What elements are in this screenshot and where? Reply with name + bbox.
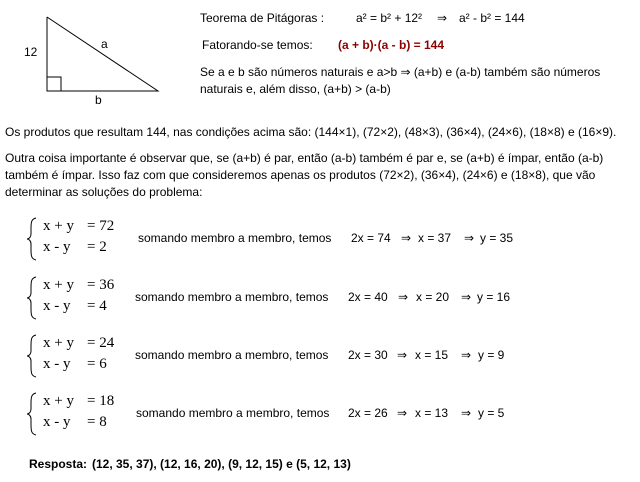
equation-sum-lhs: x + y	[43, 335, 74, 351]
equation-diff-rhs: = 2	[87, 239, 107, 255]
equation-diff-lhs: x - y	[43, 414, 71, 430]
observation-paragraph: Outra coisa importante é observar que, se (a+b) é par, então (a-b) também é par e, se (a+b) é ímpar, então (a-b) também é ímpar. Isso faz com que consideremos apenas os produtos (72×2), (36×4), (24×6) e (18×8), que vão determinar as soluções do problema:	[5, 151, 604, 199]
left-brace-icon	[26, 392, 40, 436]
right-angle-marker	[47, 77, 61, 91]
factor-label: Fatorando-se temos:	[202, 38, 313, 52]
method-text: somando membro a membro, temos	[138, 231, 332, 245]
implies-arrow: ⇒	[461, 406, 472, 420]
implies-arrow: ⇒	[398, 290, 409, 304]
equation-sum-rhs: = 24	[87, 335, 115, 351]
implies-arrow: ⇒	[397, 348, 408, 362]
step-x: x = 13	[415, 406, 449, 420]
triangle-outline	[47, 17, 158, 91]
products-paragraph: Os produtos que resultam 144, nas condições acima são: (144×1), (72×2), (48×3), (36×4), (24×6), (18×8) e (16×9).	[5, 125, 617, 139]
method-text: somando membro a membro, temos	[135, 348, 329, 362]
difference-equation: a² - b² = 144	[459, 11, 525, 25]
equation-diff-lhs: x - y	[43, 356, 71, 372]
equation-diff-lhs: x - y	[43, 239, 71, 255]
answer-value: (12, 35, 37), (12, 16, 20), (9, 12, 15) e (5, 12, 13)	[92, 457, 351, 471]
step-y: y = 16	[477, 290, 511, 304]
implies-arrow: ⇒	[397, 406, 408, 420]
step-y: y = 5	[478, 406, 505, 420]
step-2x: 2x = 30	[348, 348, 388, 362]
hypotenuse-label: a	[101, 37, 108, 51]
equation-sum-rhs: = 36	[87, 277, 115, 293]
step-x: x = 37	[418, 231, 452, 245]
leg-label: 12	[24, 45, 38, 59]
step-x: x = 20	[416, 290, 450, 304]
equation-sum-rhs: = 18	[87, 393, 115, 409]
equation-sum-lhs: x + y	[43, 393, 74, 409]
equation-diff-rhs: = 8	[87, 414, 107, 430]
equation-diff-rhs: = 6	[87, 356, 107, 372]
answer-label: Resposta:	[29, 457, 88, 471]
implies-arrow: ⇒	[461, 290, 472, 304]
natural-line-2: naturais e, além disso, (a+b) > (a-b)	[200, 82, 391, 96]
theorem-label: Teorema de Pitágoras :	[200, 11, 325, 25]
left-brace-icon	[26, 276, 40, 320]
equation-sum-lhs: x + y	[43, 218, 74, 234]
left-brace-icon	[26, 334, 40, 378]
step-2x: 2x = 40	[348, 290, 388, 304]
equation-diff-rhs: = 4	[87, 298, 107, 314]
left-brace-icon	[26, 217, 40, 261]
step-2x: 2x = 74	[351, 231, 391, 245]
method-text: somando membro a membro, temos	[135, 290, 329, 304]
step-y: y = 9	[478, 348, 505, 362]
equation-diff-lhs: x - y	[43, 298, 71, 314]
step-x: x = 15	[415, 348, 449, 362]
base-label: b	[95, 93, 102, 107]
theorem-equation: a² = b² + 12²	[356, 11, 423, 25]
implies-arrow: ⇒	[464, 231, 475, 245]
step-y: y = 35	[480, 231, 514, 245]
implies-arrow: ⇒	[437, 11, 448, 25]
implies-arrow: ⇒	[461, 348, 472, 362]
natural-line-1: Se a e b são números naturais e a>b ⇒ (a+b) e (a-b) também são números	[200, 65, 601, 79]
equation-sum-rhs: = 72	[87, 218, 115, 234]
factor-equation: (a + b)·(a - b) = 144	[338, 38, 445, 52]
implies-arrow: ⇒	[401, 231, 412, 245]
equation-sum-lhs: x + y	[43, 277, 74, 293]
method-text: somando membro a membro, temos	[136, 406, 330, 420]
step-2x: 2x = 26	[348, 406, 388, 420]
